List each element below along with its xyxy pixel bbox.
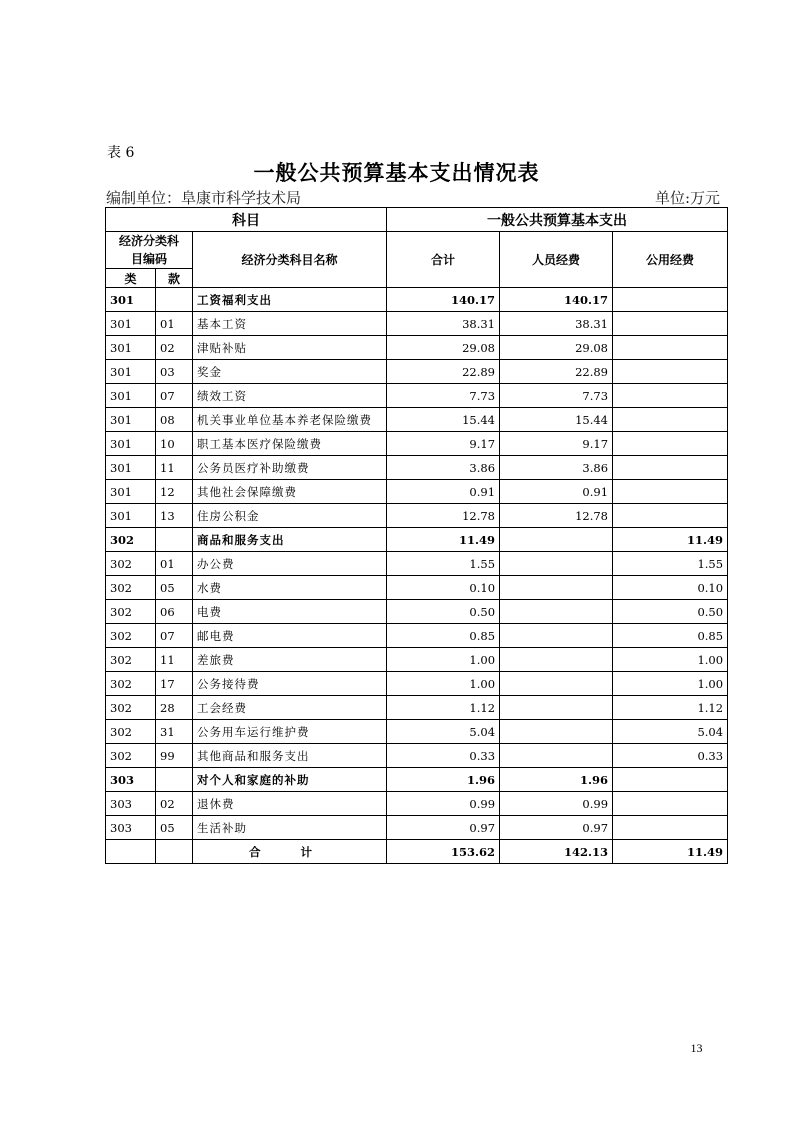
subject-name-cell: 对个人和家庭的补助: [193, 768, 387, 792]
public-cell: 1.00: [613, 672, 728, 696]
table-row: [106, 456, 728, 480]
subject-name-cell: 生活补助: [193, 816, 387, 840]
lei-cell: 301: [106, 456, 156, 480]
public-cell: [613, 432, 728, 456]
total-cell: 12.78: [387, 504, 500, 528]
total-cell: 22.89: [387, 360, 500, 384]
table-row: [106, 672, 728, 696]
public-cell: [613, 408, 728, 432]
personnel-cell: 0.97: [500, 816, 613, 840]
personnel-cell: 3.86: [500, 456, 613, 480]
personnel-cell: 29.08: [500, 336, 613, 360]
lei-cell: 302: [106, 720, 156, 744]
public-cell: 0.50: [613, 600, 728, 624]
kuan-cell: [156, 288, 193, 312]
kuan-cell: 05: [156, 576, 193, 600]
total-cell: 7.73: [387, 384, 500, 408]
kuan-cell: 02: [156, 792, 193, 816]
kuan-cell: 06: [156, 600, 193, 624]
subject-name-cell: 基本工资: [193, 312, 387, 336]
lei-cell: 303: [106, 768, 156, 792]
public-cell: [613, 480, 728, 504]
total-cell: 0.50: [387, 600, 500, 624]
total-cell: 0.91: [387, 480, 500, 504]
total-cell: 11.49: [387, 528, 500, 552]
subject-name-cell: 其他商品和服务支出: [193, 744, 387, 768]
lei-cell: 301: [106, 288, 156, 312]
personnel-cell: 9.17: [500, 432, 613, 456]
table-row: [106, 576, 728, 600]
public-cell: [613, 456, 728, 480]
subject-name-cell: 公务接待费: [193, 672, 387, 696]
kuan-cell: 03: [156, 360, 193, 384]
public-cell: 1.12: [613, 696, 728, 720]
name-header: 经济分类科目名称: [193, 232, 387, 288]
table-row: [106, 528, 728, 552]
subject-name-cell: 商品和服务支出: [193, 528, 387, 552]
lei-cell: 301: [106, 504, 156, 528]
public-cell: [613, 288, 728, 312]
total-cell: 0.99: [387, 792, 500, 816]
grand-total-cell: 153.62: [387, 840, 500, 864]
total-cell: 0.85: [387, 624, 500, 648]
code-header: [106, 232, 193, 269]
subject-name-cell: 公务用车运行维护费: [193, 720, 387, 744]
public-cell: [613, 504, 728, 528]
grand-public-cell: 11.49: [613, 840, 728, 864]
total-cell: 1.00: [387, 648, 500, 672]
kuan-cell: 13: [156, 504, 193, 528]
table-row: [106, 480, 728, 504]
lei-cell: 302: [106, 528, 156, 552]
public-cell: 0.33: [613, 744, 728, 768]
total-cell: 3.86: [387, 456, 500, 480]
personnel-cell: 140.17: [500, 288, 613, 312]
table-row: [106, 360, 728, 384]
lei-cell: 302: [106, 552, 156, 576]
lei-cell: 302: [106, 600, 156, 624]
table-row: [106, 600, 728, 624]
total-cell: 1.55: [387, 552, 500, 576]
kuan-header: 款: [156, 269, 193, 288]
table-row: [106, 336, 728, 360]
total-cell: 5.04: [387, 720, 500, 744]
public-cell: 0.85: [613, 624, 728, 648]
personnel-cell: 22.89: [500, 360, 613, 384]
kuan-cell: 01: [156, 552, 193, 576]
personnel-cell: 0.91: [500, 480, 613, 504]
subject-name-cell: 津贴补贴: [193, 336, 387, 360]
personnel-cell: [500, 552, 613, 576]
subject-name-cell: 职工基本医疗保险缴费: [193, 432, 387, 456]
table-row: [106, 648, 728, 672]
lei-cell: 303: [106, 816, 156, 840]
document-title: 一般公共预算基本支出情况表: [253, 160, 540, 185]
personnel-cell: 1.96: [500, 768, 613, 792]
subject-name-cell: 水费: [193, 576, 387, 600]
total-cell: 0.33: [387, 744, 500, 768]
lei-cell: 301: [106, 360, 156, 384]
table-row: [106, 552, 728, 576]
personnel-cell: [500, 648, 613, 672]
total-cell: 38.31: [387, 312, 500, 336]
subject-name-cell: 差旅费: [193, 648, 387, 672]
grand-personnel-cell: 142.13: [500, 840, 613, 864]
total-cell: 1.12: [387, 696, 500, 720]
personnel-cell: [500, 528, 613, 552]
public-cell: 1.00: [613, 648, 728, 672]
total-cell: 1.00: [387, 672, 500, 696]
lei-cell: 301: [106, 432, 156, 456]
page-number: 13: [690, 1041, 703, 1055]
personnel-cell: 7.73: [500, 384, 613, 408]
public-cell: 5.04: [613, 720, 728, 744]
subject-name-cell: 住房公积金: [193, 504, 387, 528]
kuan-cell: 02: [156, 336, 193, 360]
subject-name-cell: 退休费: [193, 792, 387, 816]
lei-cell: 302: [106, 696, 156, 720]
personnel-cell: 38.31: [500, 312, 613, 336]
table-row: [106, 792, 728, 816]
kuan-cell: 31: [156, 720, 193, 744]
subject-name-cell: 绩效工资: [193, 384, 387, 408]
public-header: 公用经费: [613, 232, 728, 288]
subject-name-cell: 工会经费: [193, 696, 387, 720]
empty-cell: [106, 840, 156, 864]
kuan-cell: 08: [156, 408, 193, 432]
lei-cell: 303: [106, 792, 156, 816]
kuan-cell: 11: [156, 648, 193, 672]
lei-cell: 301: [106, 480, 156, 504]
public-cell: [613, 384, 728, 408]
total-header: 合计: [387, 232, 500, 288]
lei-cell: 302: [106, 648, 156, 672]
table-row: [106, 384, 728, 408]
public-cell: [613, 816, 728, 840]
public-cell: 1.55: [613, 552, 728, 576]
subject-header: 科目: [106, 208, 387, 232]
lei-cell: 301: [106, 336, 156, 360]
currency-unit: 单位:万元: [654, 189, 720, 207]
subject-name-cell: 工资福利支出: [193, 288, 387, 312]
code-header-line1: 经济分类科: [118, 234, 179, 248]
compiling-unit: 编制单位：阜康市科学技术局: [106, 189, 302, 207]
table-row: [106, 696, 728, 720]
subject-name-cell: 邮电费: [193, 624, 387, 648]
personnel-cell: [500, 624, 613, 648]
public-cell: [613, 336, 728, 360]
table-number: 表 6: [107, 145, 135, 161]
total-label: 合 计: [193, 840, 387, 864]
lei-cell: 301: [106, 384, 156, 408]
table-row: [106, 768, 728, 792]
lei-cell: 302: [106, 744, 156, 768]
kuan-cell: [156, 768, 193, 792]
subject-name-cell: 电费: [193, 600, 387, 624]
subject-name-cell: 奖金: [193, 360, 387, 384]
budget-table: [105, 207, 728, 864]
table-row: [106, 744, 728, 768]
personnel-cell: [500, 576, 613, 600]
total-cell: 140.17: [387, 288, 500, 312]
code-header-line2: 目编码: [130, 252, 167, 266]
table-row: [106, 504, 728, 528]
public-cell: 0.10: [613, 576, 728, 600]
subject-name-cell: 机关事业单位基本养老保险缴费: [193, 408, 387, 432]
table-row: [106, 432, 728, 456]
total-cell: 0.97: [387, 816, 500, 840]
public-cell: 11.49: [613, 528, 728, 552]
public-cell: [613, 360, 728, 384]
lei-cell: 302: [106, 576, 156, 600]
table-row: [106, 312, 728, 336]
kuan-cell: 10: [156, 432, 193, 456]
empty-cell: [156, 840, 193, 864]
kuan-cell: 07: [156, 384, 193, 408]
personnel-cell: 15.44: [500, 408, 613, 432]
lei-cell: 301: [106, 312, 156, 336]
personnel-cell: 0.99: [500, 792, 613, 816]
kuan-cell: 07: [156, 624, 193, 648]
total-cell: 29.08: [387, 336, 500, 360]
expense-header: 一般公共预算基本支出: [387, 208, 728, 232]
kuan-cell: 01: [156, 312, 193, 336]
personnel-cell: [500, 600, 613, 624]
personnel-cell: [500, 744, 613, 768]
table-row: [106, 624, 728, 648]
total-cell: 0.10: [387, 576, 500, 600]
lei-header: 类: [106, 269, 156, 288]
lei-cell: 301: [106, 408, 156, 432]
table-row: [106, 408, 728, 432]
total-cell: 15.44: [387, 408, 500, 432]
personnel-cell: [500, 696, 613, 720]
total-cell: 1.96: [387, 768, 500, 792]
kuan-cell: 17: [156, 672, 193, 696]
table-row: [106, 288, 728, 312]
lei-cell: 302: [106, 624, 156, 648]
kuan-cell: 11: [156, 456, 193, 480]
personnel-cell: [500, 672, 613, 696]
public-cell: [613, 792, 728, 816]
subject-name-cell: 公务员医疗补助缴费: [193, 456, 387, 480]
public-cell: [613, 768, 728, 792]
total-cell: 9.17: [387, 432, 500, 456]
personnel-header: 人员经费: [500, 232, 613, 288]
table-row: [106, 720, 728, 744]
subject-name-cell: 办公费: [193, 552, 387, 576]
personnel-cell: 12.78: [500, 504, 613, 528]
kuan-cell: 05: [156, 816, 193, 840]
kuan-cell: [156, 528, 193, 552]
table-row: [106, 816, 728, 840]
personnel-cell: [500, 720, 613, 744]
kuan-cell: 99: [156, 744, 193, 768]
subject-name-cell: 其他社会保障缴费: [193, 480, 387, 504]
kuan-cell: 12: [156, 480, 193, 504]
kuan-cell: 28: [156, 696, 193, 720]
total-row: [106, 840, 728, 864]
lei-cell: 302: [106, 672, 156, 696]
public-cell: [613, 312, 728, 336]
